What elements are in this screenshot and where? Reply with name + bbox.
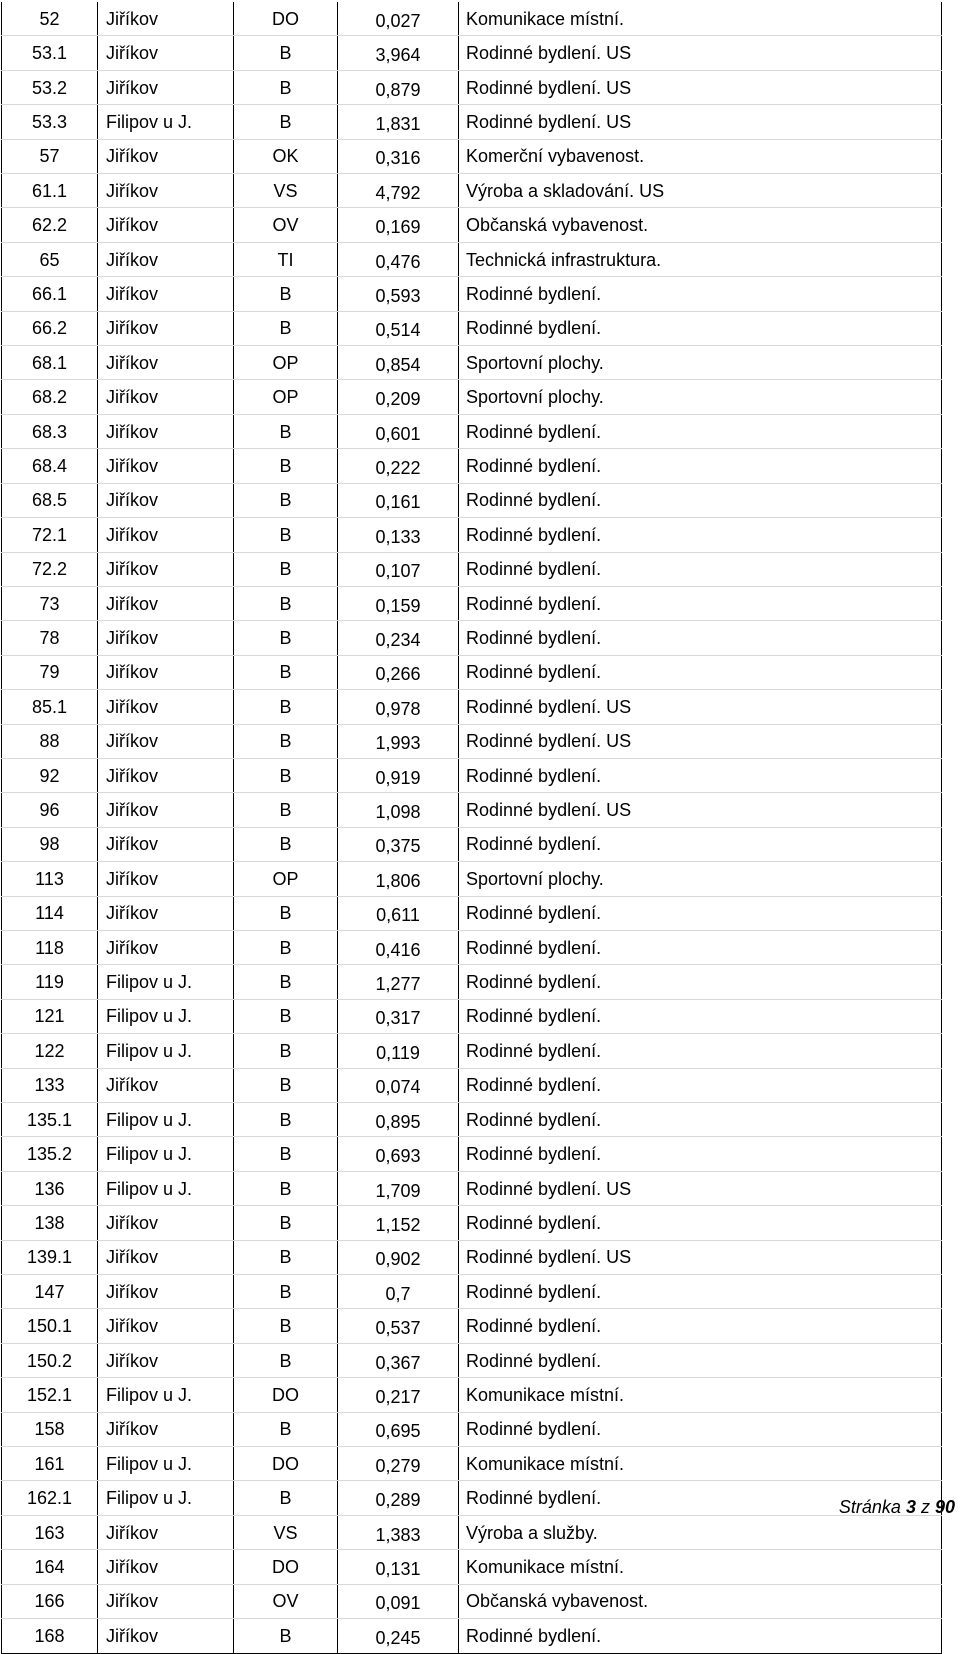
cell-zone-code: OP (234, 380, 338, 414)
cell-land-use: Občanská vybavenost. (459, 1584, 942, 1618)
cell-area-size: 4,792 (338, 174, 459, 208)
table-row (2, 1584, 942, 1618)
cell-land-use: Rodinné bydlení. (459, 1619, 942, 1653)
cell-zone-code: DO (234, 2, 338, 36)
table-row (2, 414, 942, 448)
cell-zone-code: B (234, 930, 338, 964)
cell-area-size: 0,169 (338, 208, 459, 242)
table-row (2, 1171, 942, 1205)
table-row (2, 277, 942, 311)
cell-land-use: Rodinné bydlení. (459, 999, 942, 1033)
cell-cadastral-area: Jiříkov (98, 380, 234, 414)
table-row (2, 1137, 942, 1171)
cell-cadastral-area: Jiříkov (98, 552, 234, 586)
table-row (2, 827, 942, 861)
cell-zone-code: B (234, 1412, 338, 1446)
cell-zone-code: B (234, 896, 338, 930)
cell-plot-id: 113 (2, 862, 98, 896)
cell-zone-code: TI (234, 242, 338, 276)
cell-zone-code: B (234, 1171, 338, 1205)
cell-plot-id: 147 (2, 1275, 98, 1309)
cell-area-size: 1,993 (338, 724, 459, 758)
cell-area-size: 0,209 (338, 380, 459, 414)
cell-cadastral-area: Filipov u J. (98, 1171, 234, 1205)
cell-cadastral-area: Jiříkov (98, 1275, 234, 1309)
cell-plot-id: 52 (2, 2, 98, 36)
cell-cadastral-area: Jiříkov (98, 1343, 234, 1377)
cell-area-size: 0,601 (338, 414, 459, 448)
cell-zone-code: B (234, 518, 338, 552)
table-row (2, 2, 942, 36)
table-row (2, 70, 942, 104)
cell-land-use: Rodinné bydlení. (459, 1034, 942, 1068)
cell-land-use: Výroba a služby. (459, 1515, 942, 1549)
table-row (2, 1412, 942, 1446)
cell-cadastral-area: Filipov u J. (98, 1103, 234, 1137)
cell-land-use: Rodinné bydlení. (459, 1103, 942, 1137)
cell-land-use: Sportovní plochy. (459, 346, 942, 380)
cell-land-use: Rodinné bydlení. (459, 277, 942, 311)
cell-area-size: 0,919 (338, 758, 459, 792)
cell-area-size: 1,098 (338, 793, 459, 827)
cell-plot-id: 122 (2, 1034, 98, 1068)
cell-zone-code: B (234, 690, 338, 724)
cell-cadastral-area: Jiříkov (98, 793, 234, 827)
cell-plot-id: 92 (2, 758, 98, 792)
cell-area-size: 0,895 (338, 1103, 459, 1137)
cell-plot-id: 118 (2, 930, 98, 964)
cell-land-use: Rodinné bydlení. (459, 1068, 942, 1102)
table-row (2, 965, 942, 999)
cell-cadastral-area: Jiříkov (98, 36, 234, 70)
cell-land-use: Rodinné bydlení. US (459, 36, 942, 70)
table-row (2, 758, 942, 792)
cell-plot-id: 121 (2, 999, 98, 1033)
cell-land-use: Rodinné bydlení. (459, 449, 942, 483)
cell-cadastral-area: Jiříkov (98, 655, 234, 689)
cell-area-size: 0,593 (338, 277, 459, 311)
cell-cadastral-area: Jiříkov (98, 1550, 234, 1584)
cell-zone-code: DO (234, 1378, 338, 1412)
table-row (2, 449, 942, 483)
cell-plot-id: 88 (2, 724, 98, 758)
cell-zone-code: B (234, 1103, 338, 1137)
cell-plot-id: 119 (2, 965, 98, 999)
cell-area-size: 0,476 (338, 242, 459, 276)
cell-cadastral-area: Filipov u J. (98, 1447, 234, 1481)
cell-area-size: 0,375 (338, 827, 459, 861)
cell-area-size: 0,367 (338, 1343, 459, 1377)
cell-cadastral-area: Jiříkov (98, 414, 234, 448)
cell-area-size: 0,978 (338, 690, 459, 724)
cell-plot-id: 138 (2, 1206, 98, 1240)
cell-cadastral-area: Jiříkov (98, 862, 234, 896)
cell-zone-code: B (234, 1206, 338, 1240)
cell-zone-code: B (234, 999, 338, 1033)
cell-zone-code: OP (234, 346, 338, 380)
cell-land-use: Rodinné bydlení. US (459, 724, 942, 758)
table-row (2, 690, 942, 724)
cell-land-use: Rodinné bydlení. (459, 552, 942, 586)
cell-land-use: Komunikace místní. (459, 1447, 942, 1481)
cell-land-use: Rodinné bydlení. (459, 965, 942, 999)
cell-cadastral-area: Jiříkov (98, 1309, 234, 1343)
cell-plot-id: 168 (2, 1619, 98, 1653)
cell-plot-id: 135.1 (2, 1103, 98, 1137)
cell-cadastral-area: Jiříkov (98, 70, 234, 104)
table-row (2, 724, 942, 758)
cell-land-use: Rodinné bydlení. (459, 1309, 942, 1343)
cell-land-use: Rodinné bydlení. (459, 1206, 942, 1240)
cell-land-use: Rodinné bydlení. (459, 930, 942, 964)
cell-zone-code: B (234, 311, 338, 345)
cell-area-size: 0,514 (338, 311, 459, 345)
cell-zone-code: B (234, 1240, 338, 1274)
cell-zone-code: B (234, 1343, 338, 1377)
cell-cadastral-area: Jiříkov (98, 518, 234, 552)
cell-land-use: Rodinné bydlení. (459, 311, 942, 345)
cell-area-size: 0,027 (338, 2, 459, 36)
cell-area-size: 1,709 (338, 1171, 459, 1205)
cell-zone-code: DO (234, 1550, 338, 1584)
cell-land-use: Rodinné bydlení. (459, 518, 942, 552)
cell-area-size: 0,317 (338, 999, 459, 1033)
cell-plot-id: 78 (2, 621, 98, 655)
cell-zone-code: VS (234, 174, 338, 208)
table-row (2, 311, 942, 345)
cell-plot-id: 114 (2, 896, 98, 930)
cell-cadastral-area: Jiříkov (98, 346, 234, 380)
cell-plot-id: 136 (2, 1171, 98, 1205)
cell-area-size: 0,245 (338, 1619, 459, 1653)
cell-land-use: Rodinné bydlení. US (459, 793, 942, 827)
cell-cadastral-area: Jiříkov (98, 1412, 234, 1446)
cell-cadastral-area: Jiříkov (98, 1619, 234, 1653)
cell-cadastral-area: Jiříkov (98, 1068, 234, 1102)
cell-plot-id: 85.1 (2, 690, 98, 724)
cell-zone-code: DO (234, 1447, 338, 1481)
table-row (2, 380, 942, 414)
cell-zone-code: B (234, 1034, 338, 1068)
cell-cadastral-area: Jiříkov (98, 690, 234, 724)
cell-area-size: 0,266 (338, 655, 459, 689)
cell-cadastral-area: Jiříkov (98, 930, 234, 964)
table-body (2, 2, 942, 1653)
cell-cadastral-area: Jiříkov (98, 2, 234, 36)
cell-cadastral-area: Jiříkov (98, 311, 234, 345)
cell-land-use: Komerční vybavenost. (459, 139, 942, 173)
zoning-table (1, 2, 942, 1654)
cell-plot-id: 163 (2, 1515, 98, 1549)
footer-page-total: 90 (934, 1497, 955, 1517)
cell-land-use: Rodinné bydlení. (459, 1275, 942, 1309)
cell-area-size: 0,161 (338, 483, 459, 517)
cell-land-use: Rodinné bydlení. (459, 621, 942, 655)
cell-land-use: Rodinné bydlení. US (459, 690, 942, 724)
table-row (2, 1034, 942, 1068)
cell-area-size: 1,277 (338, 965, 459, 999)
cell-cadastral-area: Jiříkov (98, 483, 234, 517)
page-footer (839, 1497, 955, 1517)
footer-page-number: 3 (905, 1497, 916, 1517)
cell-land-use: Rodinné bydlení. (459, 586, 942, 620)
cell-plot-id: 57 (2, 139, 98, 173)
cell-land-use: Rodinné bydlení. (459, 1137, 942, 1171)
cell-cadastral-area: Filipov u J. (98, 1034, 234, 1068)
cell-area-size: 0,217 (338, 1378, 459, 1412)
table-row (2, 1275, 942, 1309)
table-row (2, 1343, 942, 1377)
cell-plot-id: 166 (2, 1584, 98, 1618)
cell-plot-id: 96 (2, 793, 98, 827)
cell-plot-id: 65 (2, 242, 98, 276)
cell-plot-id: 68.2 (2, 380, 98, 414)
cell-plot-id: 62.2 (2, 208, 98, 242)
cell-zone-code: B (234, 655, 338, 689)
cell-land-use: Občanská vybavenost. (459, 208, 942, 242)
cell-zone-code: OV (234, 208, 338, 242)
cell-cadastral-area: Jiříkov (98, 449, 234, 483)
cell-area-size: 3,964 (338, 36, 459, 70)
cell-land-use: Komunikace místní. (459, 1378, 942, 1412)
table-row (2, 346, 942, 380)
cell-zone-code: B (234, 1309, 338, 1343)
cell-plot-id: 53.1 (2, 36, 98, 70)
cell-plot-id: 72.1 (2, 518, 98, 552)
table-row (2, 36, 942, 70)
cell-cadastral-area: Jiříkov (98, 758, 234, 792)
cell-plot-id: 68.5 (2, 483, 98, 517)
table-row (2, 1309, 942, 1343)
cell-land-use: Rodinné bydlení. US (459, 1240, 942, 1274)
table-row (2, 1378, 942, 1412)
table-row (2, 930, 942, 964)
cell-plot-id: 72.2 (2, 552, 98, 586)
table-row (2, 793, 942, 827)
cell-zone-code: B (234, 1619, 338, 1653)
cell-area-size: 0,537 (338, 1309, 459, 1343)
cell-cadastral-area: Jiříkov (98, 827, 234, 861)
cell-plot-id: 79 (2, 655, 98, 689)
table-row (2, 1515, 942, 1549)
table-row (2, 655, 942, 689)
cell-zone-code: B (234, 1481, 338, 1515)
cell-land-use: Rodinné bydlení. (459, 1412, 942, 1446)
table-row (2, 1550, 942, 1584)
cell-area-size: 0,854 (338, 346, 459, 380)
cell-plot-id: 162.1 (2, 1481, 98, 1515)
cell-land-use: Sportovní plochy. (459, 862, 942, 896)
cell-zone-code: B (234, 449, 338, 483)
cell-land-use: Komunikace místní. (459, 2, 942, 36)
cell-plot-id: 68.1 (2, 346, 98, 380)
cell-cadastral-area: Jiříkov (98, 242, 234, 276)
cell-land-use: Komunikace místní. (459, 1550, 942, 1584)
cell-cadastral-area: Filipov u J. (98, 1137, 234, 1171)
cell-area-size: 0,074 (338, 1068, 459, 1102)
cell-area-size: 0,7 (338, 1275, 459, 1309)
cell-zone-code: B (234, 793, 338, 827)
cell-area-size: 0,695 (338, 1412, 459, 1446)
table-row (2, 1206, 942, 1240)
cell-zone-code: B (234, 552, 338, 586)
cell-land-use: Rodinné bydlení. (459, 758, 942, 792)
cell-zone-code: B (234, 1137, 338, 1171)
cell-area-size: 0,159 (338, 586, 459, 620)
cell-area-size: 0,107 (338, 552, 459, 586)
cell-cadastral-area: Jiříkov (98, 1206, 234, 1240)
cell-cadastral-area: Filipov u J. (98, 965, 234, 999)
cell-area-size: 0,289 (338, 1481, 459, 1515)
cell-land-use: Rodinné bydlení. (459, 1343, 942, 1377)
footer-separator: z (915, 1497, 935, 1517)
cell-land-use: Rodinné bydlení. (459, 896, 942, 930)
cell-plot-id: 68.4 (2, 449, 98, 483)
cell-zone-code: B (234, 1068, 338, 1102)
cell-area-size: 1,383 (338, 1515, 459, 1549)
cell-area-size: 1,806 (338, 862, 459, 896)
cell-zone-code: OV (234, 1584, 338, 1618)
cell-cadastral-area: Jiříkov (98, 724, 234, 758)
table-row (2, 105, 942, 139)
cell-zone-code: B (234, 277, 338, 311)
cell-plot-id: 158 (2, 1412, 98, 1446)
cell-zone-code: B (234, 483, 338, 517)
table-row (2, 174, 942, 208)
table-row (2, 552, 942, 586)
cell-cadastral-area: Filipov u J. (98, 1378, 234, 1412)
cell-zone-code: B (234, 105, 338, 139)
cell-land-use: Rodinné bydlení. (459, 655, 942, 689)
cell-area-size: 0,131 (338, 1550, 459, 1584)
cell-land-use: Sportovní plochy. (459, 380, 942, 414)
cell-plot-id: 68.3 (2, 414, 98, 448)
table-row (2, 862, 942, 896)
cell-area-size: 0,091 (338, 1584, 459, 1618)
cell-plot-id: 73 (2, 586, 98, 620)
cell-cadastral-area: Jiříkov (98, 139, 234, 173)
cell-area-size: 0,279 (338, 1447, 459, 1481)
cell-plot-id: 61.1 (2, 174, 98, 208)
table-row (2, 896, 942, 930)
cell-land-use: Rodinné bydlení. (459, 483, 942, 517)
cell-land-use: Rodinné bydlení. US (459, 1171, 942, 1205)
cell-cadastral-area: Jiříkov (98, 174, 234, 208)
cell-zone-code: B (234, 586, 338, 620)
cell-cadastral-area: Filipov u J. (98, 1481, 234, 1515)
cell-land-use: Rodinné bydlení. US (459, 105, 942, 139)
cell-plot-id: 66.1 (2, 277, 98, 311)
cell-zone-code: VS (234, 1515, 338, 1549)
cell-cadastral-area: Jiříkov (98, 277, 234, 311)
cell-land-use: Rodinné bydlení. US (459, 70, 942, 104)
table-row (2, 1481, 942, 1515)
cell-cadastral-area: Jiříkov (98, 586, 234, 620)
cell-land-use: Technická infrastruktura. (459, 242, 942, 276)
cell-plot-id: 161 (2, 1447, 98, 1481)
table-row (2, 1447, 942, 1481)
cell-land-use: Rodinné bydlení. (459, 1481, 942, 1515)
cell-area-size: 0,316 (338, 139, 459, 173)
cell-cadastral-area: Jiříkov (98, 1240, 234, 1274)
cell-plot-id: 139.1 (2, 1240, 98, 1274)
cell-cadastral-area: Jiříkov (98, 621, 234, 655)
table-row (2, 1619, 942, 1653)
table-row (2, 139, 942, 173)
cell-zone-code: B (234, 414, 338, 448)
cell-plot-id: 164 (2, 1550, 98, 1584)
cell-area-size: 0,133 (338, 518, 459, 552)
cell-plot-id: 98 (2, 827, 98, 861)
footer-prefix: Stránka (838, 1497, 906, 1517)
cell-zone-code: B (234, 724, 338, 758)
table-row (2, 1240, 942, 1274)
table-row (2, 1068, 942, 1102)
cell-zone-code: B (234, 621, 338, 655)
cell-zone-code: OK (234, 139, 338, 173)
cell-area-size: 0,879 (338, 70, 459, 104)
cell-land-use: Rodinné bydlení. (459, 827, 942, 861)
cell-area-size: 1,152 (338, 1206, 459, 1240)
cell-area-size: 0,234 (338, 621, 459, 655)
cell-area-size: 0,693 (338, 1137, 459, 1171)
cell-area-size: 0,119 (338, 1034, 459, 1068)
cell-plot-id: 66.2 (2, 311, 98, 345)
cell-zone-code: B (234, 1275, 338, 1309)
table-row (2, 999, 942, 1033)
table-row (2, 242, 942, 276)
cell-plot-id: 133 (2, 1068, 98, 1102)
cell-zone-code: B (234, 965, 338, 999)
table-row (2, 483, 942, 517)
cell-plot-id: 53.3 (2, 105, 98, 139)
cell-plot-id: 135.2 (2, 1137, 98, 1171)
cell-cadastral-area: Jiříkov (98, 1515, 234, 1549)
cell-plot-id: 152.1 (2, 1378, 98, 1412)
cell-zone-code: B (234, 36, 338, 70)
cell-area-size: 0,902 (338, 1240, 459, 1274)
cell-land-use: Výroba a skladování. US (459, 174, 942, 208)
table-row (2, 518, 942, 552)
cell-cadastral-area: Filipov u J. (98, 105, 234, 139)
cell-cadastral-area: Jiříkov (98, 1584, 234, 1618)
cell-zone-code: OP (234, 862, 338, 896)
table-row (2, 1103, 942, 1137)
cell-area-size: 0,222 (338, 449, 459, 483)
cell-land-use: Rodinné bydlení. (459, 414, 942, 448)
cell-cadastral-area: Jiříkov (98, 896, 234, 930)
cell-area-size: 0,416 (338, 930, 459, 964)
cell-cadastral-area: Jiříkov (98, 208, 234, 242)
table-row (2, 621, 942, 655)
cell-zone-code: B (234, 827, 338, 861)
cell-area-size: 1,831 (338, 105, 459, 139)
cell-zone-code: B (234, 70, 338, 104)
table-row (2, 208, 942, 242)
table-row (2, 586, 942, 620)
cell-area-size: 0,611 (338, 896, 459, 930)
cell-plot-id: 150.1 (2, 1309, 98, 1343)
cell-plot-id: 150.2 (2, 1343, 98, 1377)
cell-cadastral-area: Filipov u J. (98, 999, 234, 1033)
cell-zone-code: B (234, 758, 338, 792)
cell-plot-id: 53.2 (2, 70, 98, 104)
